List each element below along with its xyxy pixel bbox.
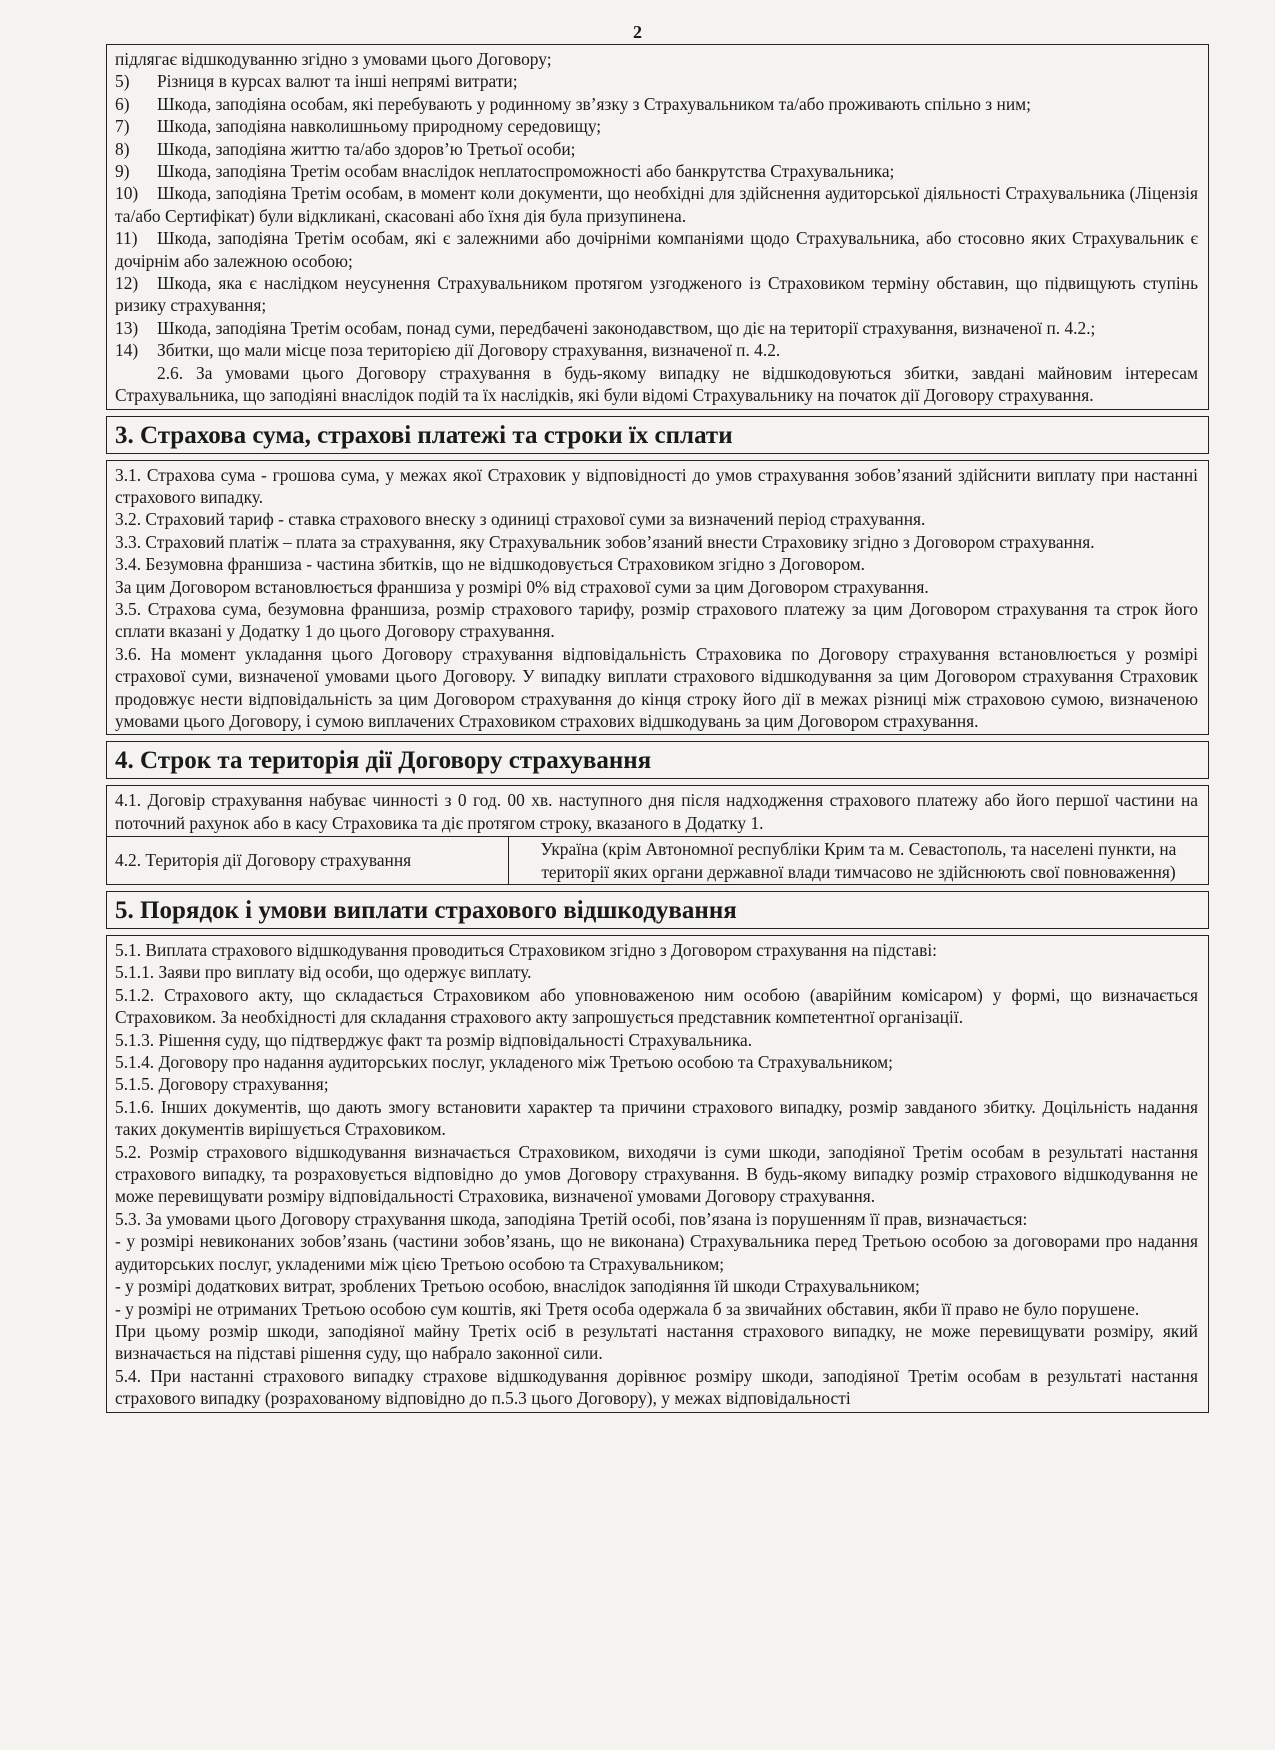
paragraph: При цьому розмір шкоди, заподіяної майну Третіх осіб в результаті настання страхового випадку, не може перевищувати розміру, який визначається на підставі рішення суду, що набрало законної сили.: [115, 1320, 1198, 1364]
paragraph: 5.1. Виплата страхового відшкодування проводиться Страховиком згідно з Договором страхування на підставі:: [115, 940, 938, 960]
paragraph: 5.1.5. Договору страхування;: [115, 1074, 329, 1095]
section2-tail-box: [106, 44, 1209, 410]
paragraph: 5.1.2. Страхового акту, що складається Страховиком або уповноваженою ним особою (аварійним комісаром) у формі, що визначається Страховиком. За необхідності для складання страхового акту запрошується представник компетентної організації.: [115, 984, 1198, 1028]
section3-heading: 3. Страхова сума, страхові платежі та строки їх сплати: [106, 416, 1209, 454]
paragraph: 3.4. Безумовна франшиза - частина збитків, що не відшкодовується Страховиком згідно з Договором.: [115, 554, 865, 575]
paragraph: 3.3. Страховий платіж – плата за страхування, яку Страхувальник зобов’язаний внести Страховику згідно з Договором страхування.: [115, 531, 1095, 552]
paragraph: 5.2. Розмір страхового відшкодування визначається Страховиком, виходячи із суми шкоди, заподіяної Третім особам в результаті настання страхового випадку, та розраховується відповідно до умов Договору страхування. В будь-якому випадку розмір страхового відшкодування не може перевищувати розміру відповідальності Страховика, визначеної умовами Договору страхування.: [115, 1141, 1198, 1207]
list-item: 9) Шкода, заподіяна Третім особам внаслідок неплатоспроможності або банкрутства Страхувальника;: [115, 161, 895, 182]
section5-box: [106, 935, 1209, 1413]
list-item: 11) Шкода, заподіяна Третім особам, які є залежними або дочірніми компаніями щодо Страхувальника, або стосовно яких Страхувальник є дочірнім або залежною особою;: [115, 228, 1198, 271]
paragraph: - у розмірі не отриманих Третьою особою сум коштів, які Третя особа одержала б за звичайних обставин, якби її право не було порушене.: [115, 1298, 1140, 1319]
paragraph: 3.5. Страхова сума, безумовна франшиза, розмір страхового тарифу, розмір страхового платежу за цим Договором страхування та строк його сплати вказані у Додатку 1 до цього Договору страхування.: [115, 598, 1198, 642]
paragraph: 5.1.1. Заяви про виплату від особи, що одержує виплату.: [115, 962, 532, 983]
section4-box: [106, 785, 1209, 837]
paragraph: 3.6. На момент укладання цього Договору страхування відповідальність Страховика по Договору страхування встановлюється у розмірі страхової суми, визначеної умовами цього Договору. У випадку виплати страхового відшкодування за цим Договором страхування Страховик продовжує нести відповідальність за цим Договором страхування до кінця строку його дії в межах різниці між страховою сумою, визначеною умовами цього Договору, і сумою виплачених Страховиком страхових відшкодувань за цим Договором страхування.: [115, 643, 1198, 731]
paragraph: 5.1.3. Рішення суду, що підтверджує факт та розмір відповідальності Страхувальника.: [115, 1029, 753, 1050]
list-item: 14) Збитки, що мали місце поза територією дії Договору страхування, визначеної п. 4.2.: [115, 340, 781, 361]
paragraph: 5.1.6. Інших документів, що дають змогу встановити характер та причини страхового випадку, розмір завданого збитку. Доцільність надання таких документів вирішується Страховиком.: [115, 1096, 1198, 1140]
list-item: 12) Шкода, яка є наслідком неусунення Страхувальником протягом узгодженого із Страховиком терміну обставин, що підвищують ступінь ризику страхування;: [115, 273, 1198, 316]
paragraph: 5.3. За умовами цього Договору страхування шкода, заподіяна Третій особі, пов’язана із порушенням її прав, визначається:: [115, 1208, 1028, 1229]
paragraph: 5.4. При настанні страхового випадку страхове відшкодування дорівнює розміру шкоди, заподіяної Третім особам в результаті настання страхового випадку (розрахованому відповідно до п.5.3 цього Договору), у межах відповідальності: [115, 1365, 1198, 1409]
list-item: 5) Різниця в курсах валют та інші непрямі витрати;: [115, 71, 518, 92]
list-item: 13) Шкода, заподіяна Третім особам, понад суми, передбачені законодавством, що діє на території страхування, визначеної п. 4.2.;: [115, 317, 1096, 338]
paragraph: 3.1. Страхова сума - грошова сума, у межах якої Страховик у відповідності до умов страхування зобов’язаний здійснити виплату при настанні страхового випадку.: [115, 464, 1198, 507]
list-item: 10) Шкода, заподіяна Третім особам, в момент коли документи, що необхідні для здійснення аудиторської діяльності Страхувальника (Ліцензія та/або Сертифікат) були відкликані, скасовані або їхня дія була призупинена.: [115, 183, 1198, 226]
territory-table: [106, 837, 1209, 885]
section3-box: [106, 460, 1209, 736]
list-item: 8) Шкода, заподіяна життю та/або здоров’ю Третьої особи;: [115, 138, 576, 159]
paragraph: - у розмірі невиконаних зобов’язань (частини зобов’язань, що не виконана) Страхувальника перед Третьою особою за договорами про надання аудиторських послуг, укладеними між цією Третьою особою та Страхувальником;: [115, 1231, 1198, 1274]
list-item: 7) Шкода, заподіяна навколишньому природному середовищу;: [115, 116, 602, 137]
paragraph: 3.2. Страховий тариф - ставка страхового внеску з одиниці страхової суми за визначений період страхування.: [115, 509, 926, 530]
paragraph: - у розмірі додаткових витрат, зроблених Третьою особою, внаслідок заподіяння їй шкоди Страхувальником;: [115, 1276, 920, 1297]
section4-heading: 4. Строк та територія дії Договору страхування: [106, 741, 1209, 779]
document-body: [106, 44, 1209, 1413]
list-item: підлягає відшкодуванню згідно з умовами цього Договору;: [115, 49, 552, 69]
list-item: 2.6. За умовами цього Договору страхування в будь-якому випадку не відшкодовуються збитки, завдані майновим інтересам Страхувальника, що заподіяні внаслідок подій та їх наслідків, які були відомі Страхувальнику на початок дії Договору страхування.: [115, 362, 1198, 406]
paragraph: За цим Договором встановлюється франшиза у розмірі 0% від страхової суми за цим Договором страхування.: [115, 576, 929, 597]
territory-value: Україна (крім Автономної республіки Крим та м. Севастополь, та населені пункти, на території яких органи державної влади тимчасово не здійснюють свої повноваження): [540, 839, 1177, 882]
territory-label: 4.2. Територія дії Договору страхування: [107, 837, 509, 884]
section5-heading: 5. Порядок і умови виплати страхового відшкодування: [106, 891, 1209, 929]
page-number: 2: [633, 22, 642, 42]
paragraph: 4.1. Договір страхування набуває чинності з 0 год. 00 хв. наступного дня після надходження страхового платежу або його першої частини на поточний рахунок або в касу Страховика та діє протягом строку, вказаного в Додатку 1.: [115, 790, 1198, 833]
paragraph: 5.1.4. Договору про надання аудиторських послуг, укладеного між Третьою особою та Страхувальником;: [115, 1052, 893, 1073]
list-item: 6) Шкода, заподіяна особам, які перебувають у родинному зв’язку з Страхувальником та/або проживають спільно з ним;: [115, 93, 1031, 114]
